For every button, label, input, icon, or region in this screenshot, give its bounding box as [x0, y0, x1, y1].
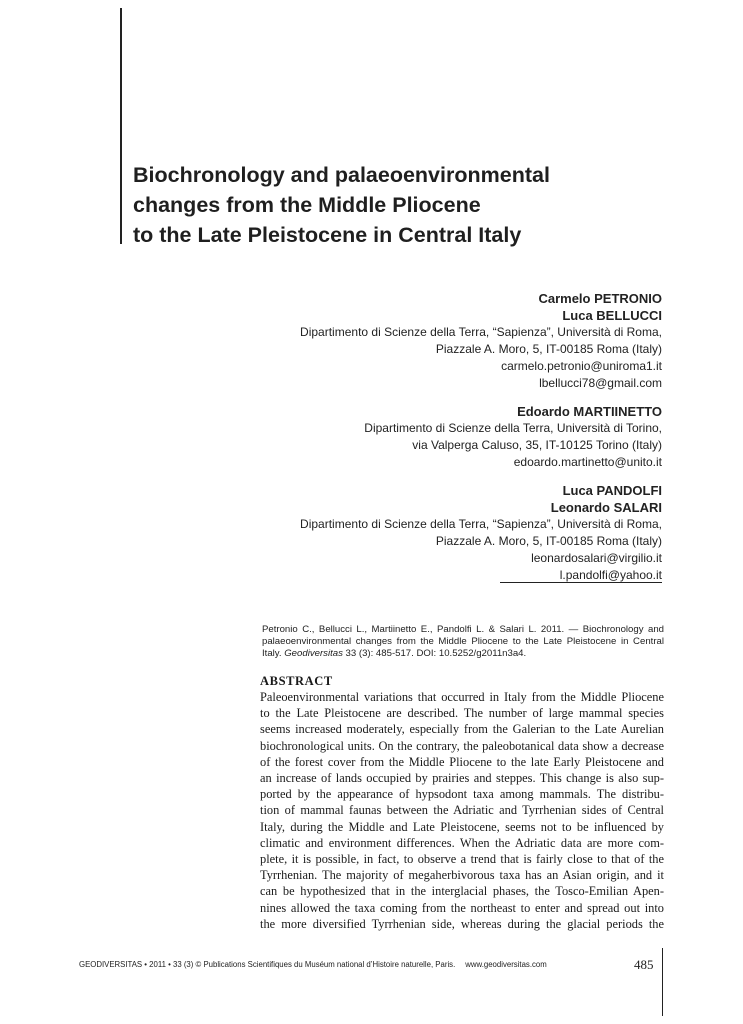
abstract-line: nines allowed the taxa coming from the northeast to enter and spread out into [260, 900, 664, 915]
author-name: Luca BELLUCCI [562, 308, 662, 323]
author-name: Luca PANDOLFI [562, 483, 662, 498]
abstract-line: the more diversified Tyrrhenian side, whereas during the glacial periods the [260, 916, 664, 931]
page-footer [79, 960, 547, 969]
abstract-line: seems increased moderately, especially from the Galerian to the Late Aurelian [260, 722, 664, 737]
affiliation-line: Piazzale A. Moro, 5, IT-00185 Roma (Italy) [435, 534, 662, 548]
abstract-line: to the Late Pleistocene are described. The number of large mammal species [260, 706, 664, 721]
author-group [202, 403, 662, 471]
footer-url: www.geodiversitas.com [465, 960, 547, 969]
author-block [202, 290, 662, 595]
author-email: carmelo.petronio@uniroma1.it [501, 359, 662, 373]
abstract-line: tion of mammal faunas between the Adriatic and Tyrrhenian sides of Central [260, 803, 664, 818]
author-name: Leonardo SALARI [550, 500, 662, 515]
abstract-line: Italy, during the Middle and Late Pleistocene, seems not to be influenced by [260, 819, 664, 834]
author-email: l.pandolfi@yahoo.it [559, 568, 662, 582]
author-email: edoardo.martinetto@unito.it [513, 455, 662, 469]
abstract-line: of the forest cover from the Middle Pliocene to the late Early Pleistocene and [260, 754, 664, 769]
author-group [202, 482, 662, 584]
abstract-line: ported by the appearance of hypsodont taxa among mammals. The distribu- [260, 787, 664, 802]
left-vertical-rule [120, 8, 122, 244]
citation-text: Petronio C., Bellucci L., Martiinetto E., Pandolfi L. & Salari L. 2011. — Biochronology and palaeoenvironmental changes from the Middle Pliocene to the Late Pleistocene in Central Italy. [262, 624, 664, 659]
title-line: Biochronology and palaeoenvironmental [133, 163, 550, 187]
abstract-line: Paleoenvironmental variations that occurred in Italy from the Middle Pliocene [260, 690, 664, 704]
abstract-line: can be hypothesized that in the interglacial phases, the Tosco-Emilian Apen- [260, 884, 664, 899]
abstract-line: an increase of lands occupied by prairies and steppes. This change is also sup- [260, 771, 664, 786]
title-line: changes from the Middle Pliocene [133, 193, 481, 217]
affiliation-line: Piazzale A. Moro, 5, IT-00185 Roma (Italy) [435, 342, 662, 356]
abstract-line: biochronological units. On the contrary, the paleobotanical data show a decrease [260, 738, 664, 753]
affiliation-line: via Valperga Caluso, 35, IT-10125 Torino (Italy) [412, 438, 662, 452]
title-line: to the Late Pleistocene in Central Italy [133, 223, 522, 247]
citation [262, 624, 664, 660]
abstract-line: plete, it is possible, in fact, to observe a trend that is fairly close to that of the [260, 852, 664, 867]
footer-vertical-rule [662, 948, 663, 1016]
author-separator-rule [500, 582, 662, 583]
abstract-body [260, 689, 664, 932]
author-name: Carmelo PETRONIO [538, 291, 662, 306]
author-email: lbellucci78@gmail.com [539, 376, 662, 390]
affiliation-line: Dipartimento di Scienze della Terra, Università di Torino, [364, 421, 662, 435]
article-title [133, 160, 693, 250]
abstract-line: climatic and environment differences. When the Adriatic data are more com- [260, 835, 664, 850]
citation-text-end: 33 (3): 485-517. DOI: 10.5252/g2011n3a4. [342, 648, 527, 659]
affiliation-line: Dipartimento di Scienze della Terra, “Sapienza”, Università di Roma, [300, 325, 662, 339]
citation-journal: Geodiversitas [284, 648, 343, 659]
affiliation-line: Dipartimento di Scienze della Terra, “Sapienza”, Università di Roma, [300, 517, 662, 531]
abstract-line: Tyrrhenian. The majority of megaherbivorous taxa has an Asian origin, and it [260, 868, 664, 883]
author-group [202, 290, 662, 392]
footer-text: GEODIVERSITAS • 2011 • 33 (3) © Publications Scientifiques du Muséum national d’Histoire naturelle, Paris. [79, 960, 456, 969]
page-number: 485 [634, 957, 654, 972]
author-name: Edoardo MARTIINETTO [517, 404, 662, 419]
author-email: leonardosalari@virgilio.it [531, 551, 662, 565]
abstract-heading: ABSTRACT [260, 674, 333, 688]
